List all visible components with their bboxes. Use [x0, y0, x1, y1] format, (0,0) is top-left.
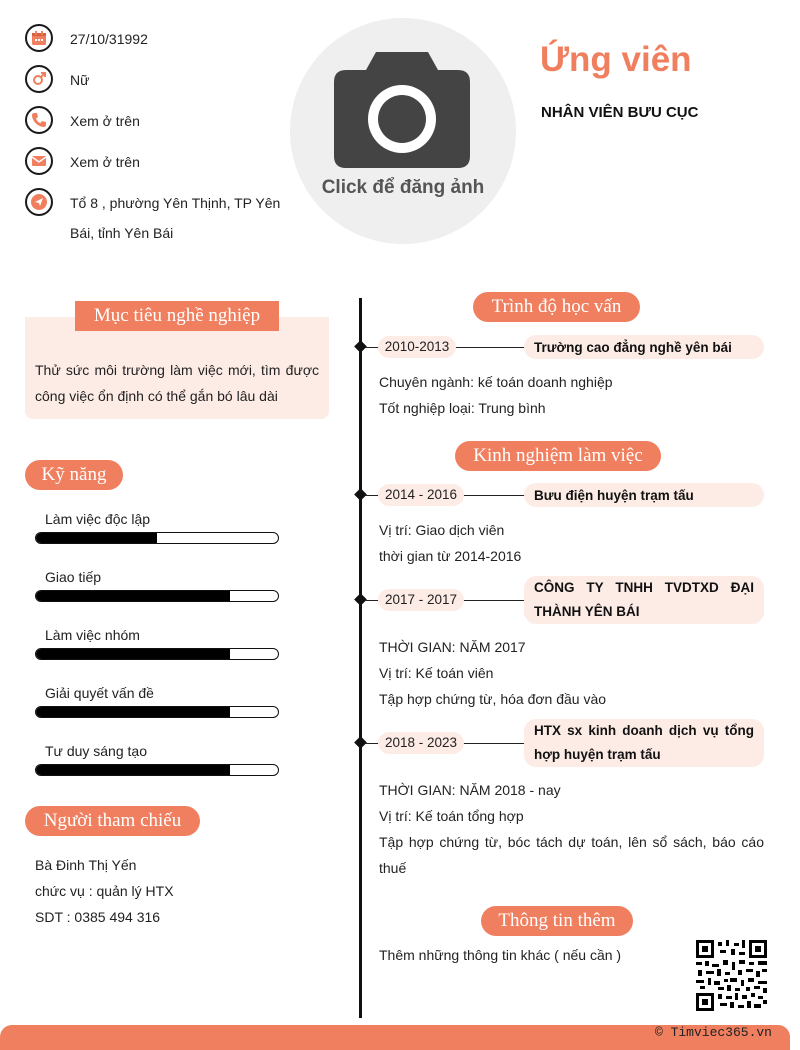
job-period: 2017 - 2017	[378, 589, 464, 611]
skill-label: Giao tiếp	[45, 569, 102, 585]
gender-icon	[25, 65, 53, 93]
job-detail: THỜI GIAN: NĂM 2017	[379, 639, 526, 655]
job-detail: thời gian từ 2014-2016	[379, 548, 522, 564]
skill-label: Làm việc nhóm	[45, 627, 140, 643]
skill-bar	[35, 764, 279, 776]
skill-label: Tư duy sáng tạo	[45, 743, 147, 759]
mail-icon	[25, 147, 53, 175]
timeline-line	[359, 298, 362, 1018]
job-detail: thuế	[379, 860, 407, 876]
job-period: 2014 - 2016	[378, 484, 464, 506]
birthday-text: 27/10/31992	[70, 31, 148, 47]
footer-credit: © Timviec365.vn	[654, 1025, 772, 1040]
job-detail: THỜI GIAN: NĂM 2018 - nay	[379, 782, 561, 798]
job-org: CÔNG TY TNHH TVDTXD ĐẠI THÀNH YÊN BÁI	[524, 576, 764, 624]
extra-text: Thêm những thông tin khác ( nếu cần )	[379, 947, 622, 963]
skill-label: Giải quyết vấn đề	[45, 685, 154, 701]
job-org: HTX sx kinh doanh dịch vụ tổng hợp huyện trạm tấu	[524, 719, 764, 767]
experience-title: Kinh nghiệm làm việc	[455, 441, 661, 471]
skill-bar	[35, 532, 279, 544]
skill-bar	[35, 648, 279, 660]
calendar-icon	[25, 24, 53, 52]
objective-line1: Thử sức môi trường làm việc mới, tìm được	[35, 362, 319, 378]
photo-label: Click để đăng ảnh	[321, 177, 485, 198]
reference-name: Bà Đinh Thị Yến	[35, 857, 137, 873]
education-title: Trình độ học vấn	[473, 292, 640, 322]
objective-line2: công việc ổn định có thể gắn bó lâu dài	[35, 388, 278, 404]
job-detail: Tập hợp chứng từ, bóc tách dự toán, lên sổ sách, báo cáo	[379, 834, 764, 850]
education-school: Trường cao đẳng nghề yên bái	[524, 335, 764, 359]
extra-title: Thông tin thêm	[481, 906, 633, 936]
job-detail: Vị trí: Kế toán tổng hợp	[379, 808, 524, 824]
reference-phone: SDT : 0385 494 316	[35, 909, 161, 925]
address-line2: Bái, tỉnh Yên Bái	[70, 225, 174, 241]
location-icon	[25, 188, 53, 216]
email-text: Xem ở trên	[70, 154, 140, 170]
skill-label: Làm việc độc lập	[45, 511, 151, 527]
phone-text: Xem ở trên	[70, 113, 140, 129]
gender-text: Nữ	[70, 72, 90, 88]
job-detail: Tập hợp chứng từ, hóa đơn đầu vào	[379, 691, 607, 707]
job-detail: Vị trí: Kế toán viên	[379, 665, 494, 681]
education-grade: Tốt nghiệp loại: Trung bình	[379, 400, 546, 416]
skill-bar	[35, 706, 279, 718]
education-period: 2010-2013	[378, 336, 456, 358]
phone-icon	[25, 106, 53, 134]
reference-role: chức vụ : quản lý HTX	[35, 883, 174, 899]
address-line1: Tổ 8 , phường Yên Thịnh, TP Yên	[70, 195, 281, 211]
job-detail: Vị trí: Giao dịch viên	[379, 522, 505, 538]
photo-upload[interactable]	[290, 18, 516, 244]
objective-title: Mục tiêu nghề nghiệp	[75, 301, 279, 331]
skills-title: Kỹ năng	[25, 460, 123, 490]
education-major: Chuyên ngành: kế toán doanh nghiệp	[379, 374, 613, 390]
job-position: NHÂN VIÊN BƯU CỤC	[541, 104, 699, 121]
qr-code-icon	[696, 940, 767, 1011]
camera-icon	[334, 52, 470, 170]
skill-bar	[35, 590, 279, 602]
job-period: 2018 - 2023	[378, 732, 464, 754]
job-org: Bưu điện huyện trạm tấu	[524, 483, 764, 507]
references-title: Người tham chiếu	[25, 806, 200, 836]
candidate-name: Ứng viên	[540, 40, 692, 79]
